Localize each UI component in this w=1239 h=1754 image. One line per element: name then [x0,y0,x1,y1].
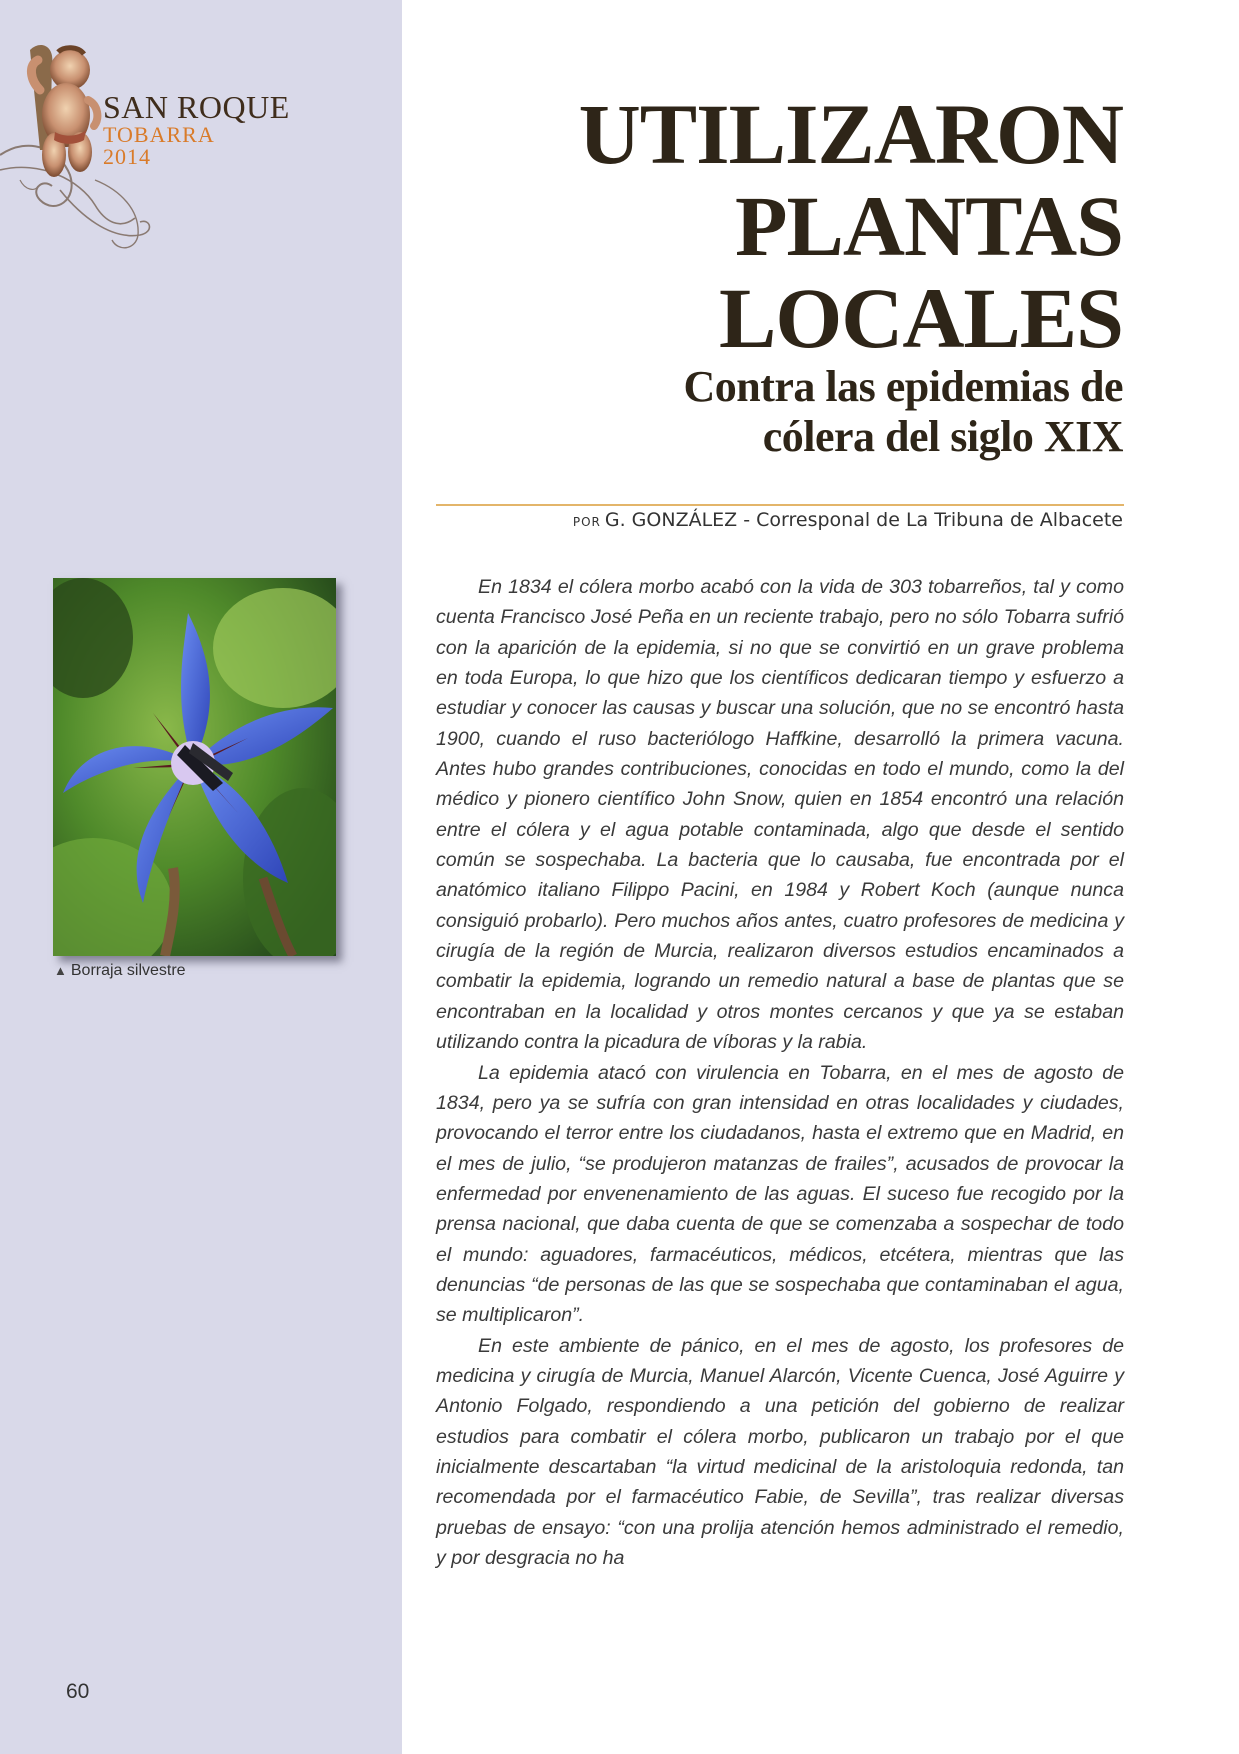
article-body [436,572,1124,1573]
paragraph: La epidemia atacó con virulencia en Tobarra, en el mes de agosto de 1834, pero ya se sufría con gran intensidad en otras localidades y ciudades, provocando el terror entre los ciudadanos, hasta el extremo que en Madrid, en el mes de julio, “se produjeron matanzas de frailes”, acusados de provocar la enfermedad por envenenamiento de las aguas. El suceso fue recogido por la prensa nacional, que daba cuenta de que se comenzaba a sospechar de todo el mundo: aguadores, farmacéuticos, médicos, etcétera, mientras que las denuncias “de personas de las que se sospechaba que contaminaban el agua, se multiplicaron”. [436,1061,1124,1327]
triangle-up-icon: ▲ [54,963,67,978]
byline-prefix: POR [572,515,601,529]
logo-subtitle: TOBARRA [103,122,215,147]
caption-text: Borraja silvestre [70,962,186,979]
logo-text [103,90,290,168]
headline [423,88,1123,364]
subheadline [423,362,1123,462]
sidebar [0,0,402,1754]
logo-title: SAN ROQUE [103,89,290,125]
logo-year: 2014 [103,144,151,169]
borage-flower-icon [53,578,336,956]
divider-rule [436,504,1124,506]
photo-caption [54,962,186,980]
paragraph: En 1834 el cólera morbo acabó con la vida de 303 tobarreños, tal y como cuenta Francisco José Peña en un reciente trabajo, pero no sólo Tobarra sufrió con la aparición de la epidemia, si no que se convirtió en un grave problema en toda Europa, lo que hizo que los científicos dedicaran tiempo y esfuerzo a estudiar y conocer las causas y buscar una solución, que no se encontró hasta 1900, cuando el ruso bacteriólogo Haffkine, desarrolló la primera vacuna. Antes hubo grandes contribuciones, conocidas en todo el mundo, como la del médico y pionero científico John Snow, quien en 1854 encontró una relación entre el cólera y el agua potable contaminada, algo que desde el sentido común se sospechaba. La bacteria que lo causaba, fue encontrada por el anatómico italiano Filippo Pacini, en 1984 y Robert Koch (aunque nunca consiguió probarlo). Pero muchos años antes, cuatro profesores de medicina y cirugía de la región de Murcia, realizaron diversos estudios encaminados a combatir la epidemia, logrando un remedio natural a base de plantas que se encontraban en la localidad y otros montes cercanos y que ya se estaban utilizando contra la picadura de víboras y la rabia. [436,576,1124,1054]
page-number: 60 [66,1680,90,1703]
paragraph: En este ambiente de pánico, en el mes de agosto, los profesores de medicina y cirugía de Murcia, Manuel Alarcón, Vicente Cuenca, José Aguirre y Antonio Folgado, respondiendo a una petición del gobierno de realizar estudios para combatir el cólera morbo, publicaron un trabajo por el que inicialmente descartaban “la virtud medicinal de la aristoloquia redonda, tan recomendada por el farmacéutico Fabie, de Sevilla”, tras realizar diversas pruebas de ensayo: “con una prolija atención hemos administrado el remedio, y por desgracia no ha [436,1334,1124,1569]
san-roque-logo [0,40,300,255]
subheadline-line-1: Contra las epidemias de [683,362,1123,411]
headline-line-3: LOCALES [718,270,1123,366]
headline-line-1: UTILIZARON [578,86,1123,182]
byline-author: G. GONZÁLEZ - Corresponal de La Tribuna de Albacete [604,509,1123,531]
byline [573,509,1123,531]
subheadline-line-2: cólera del siglo XIX [762,412,1123,461]
headline-line-2: PLANTAS [734,178,1123,274]
borage-flower-photo [53,578,336,956]
